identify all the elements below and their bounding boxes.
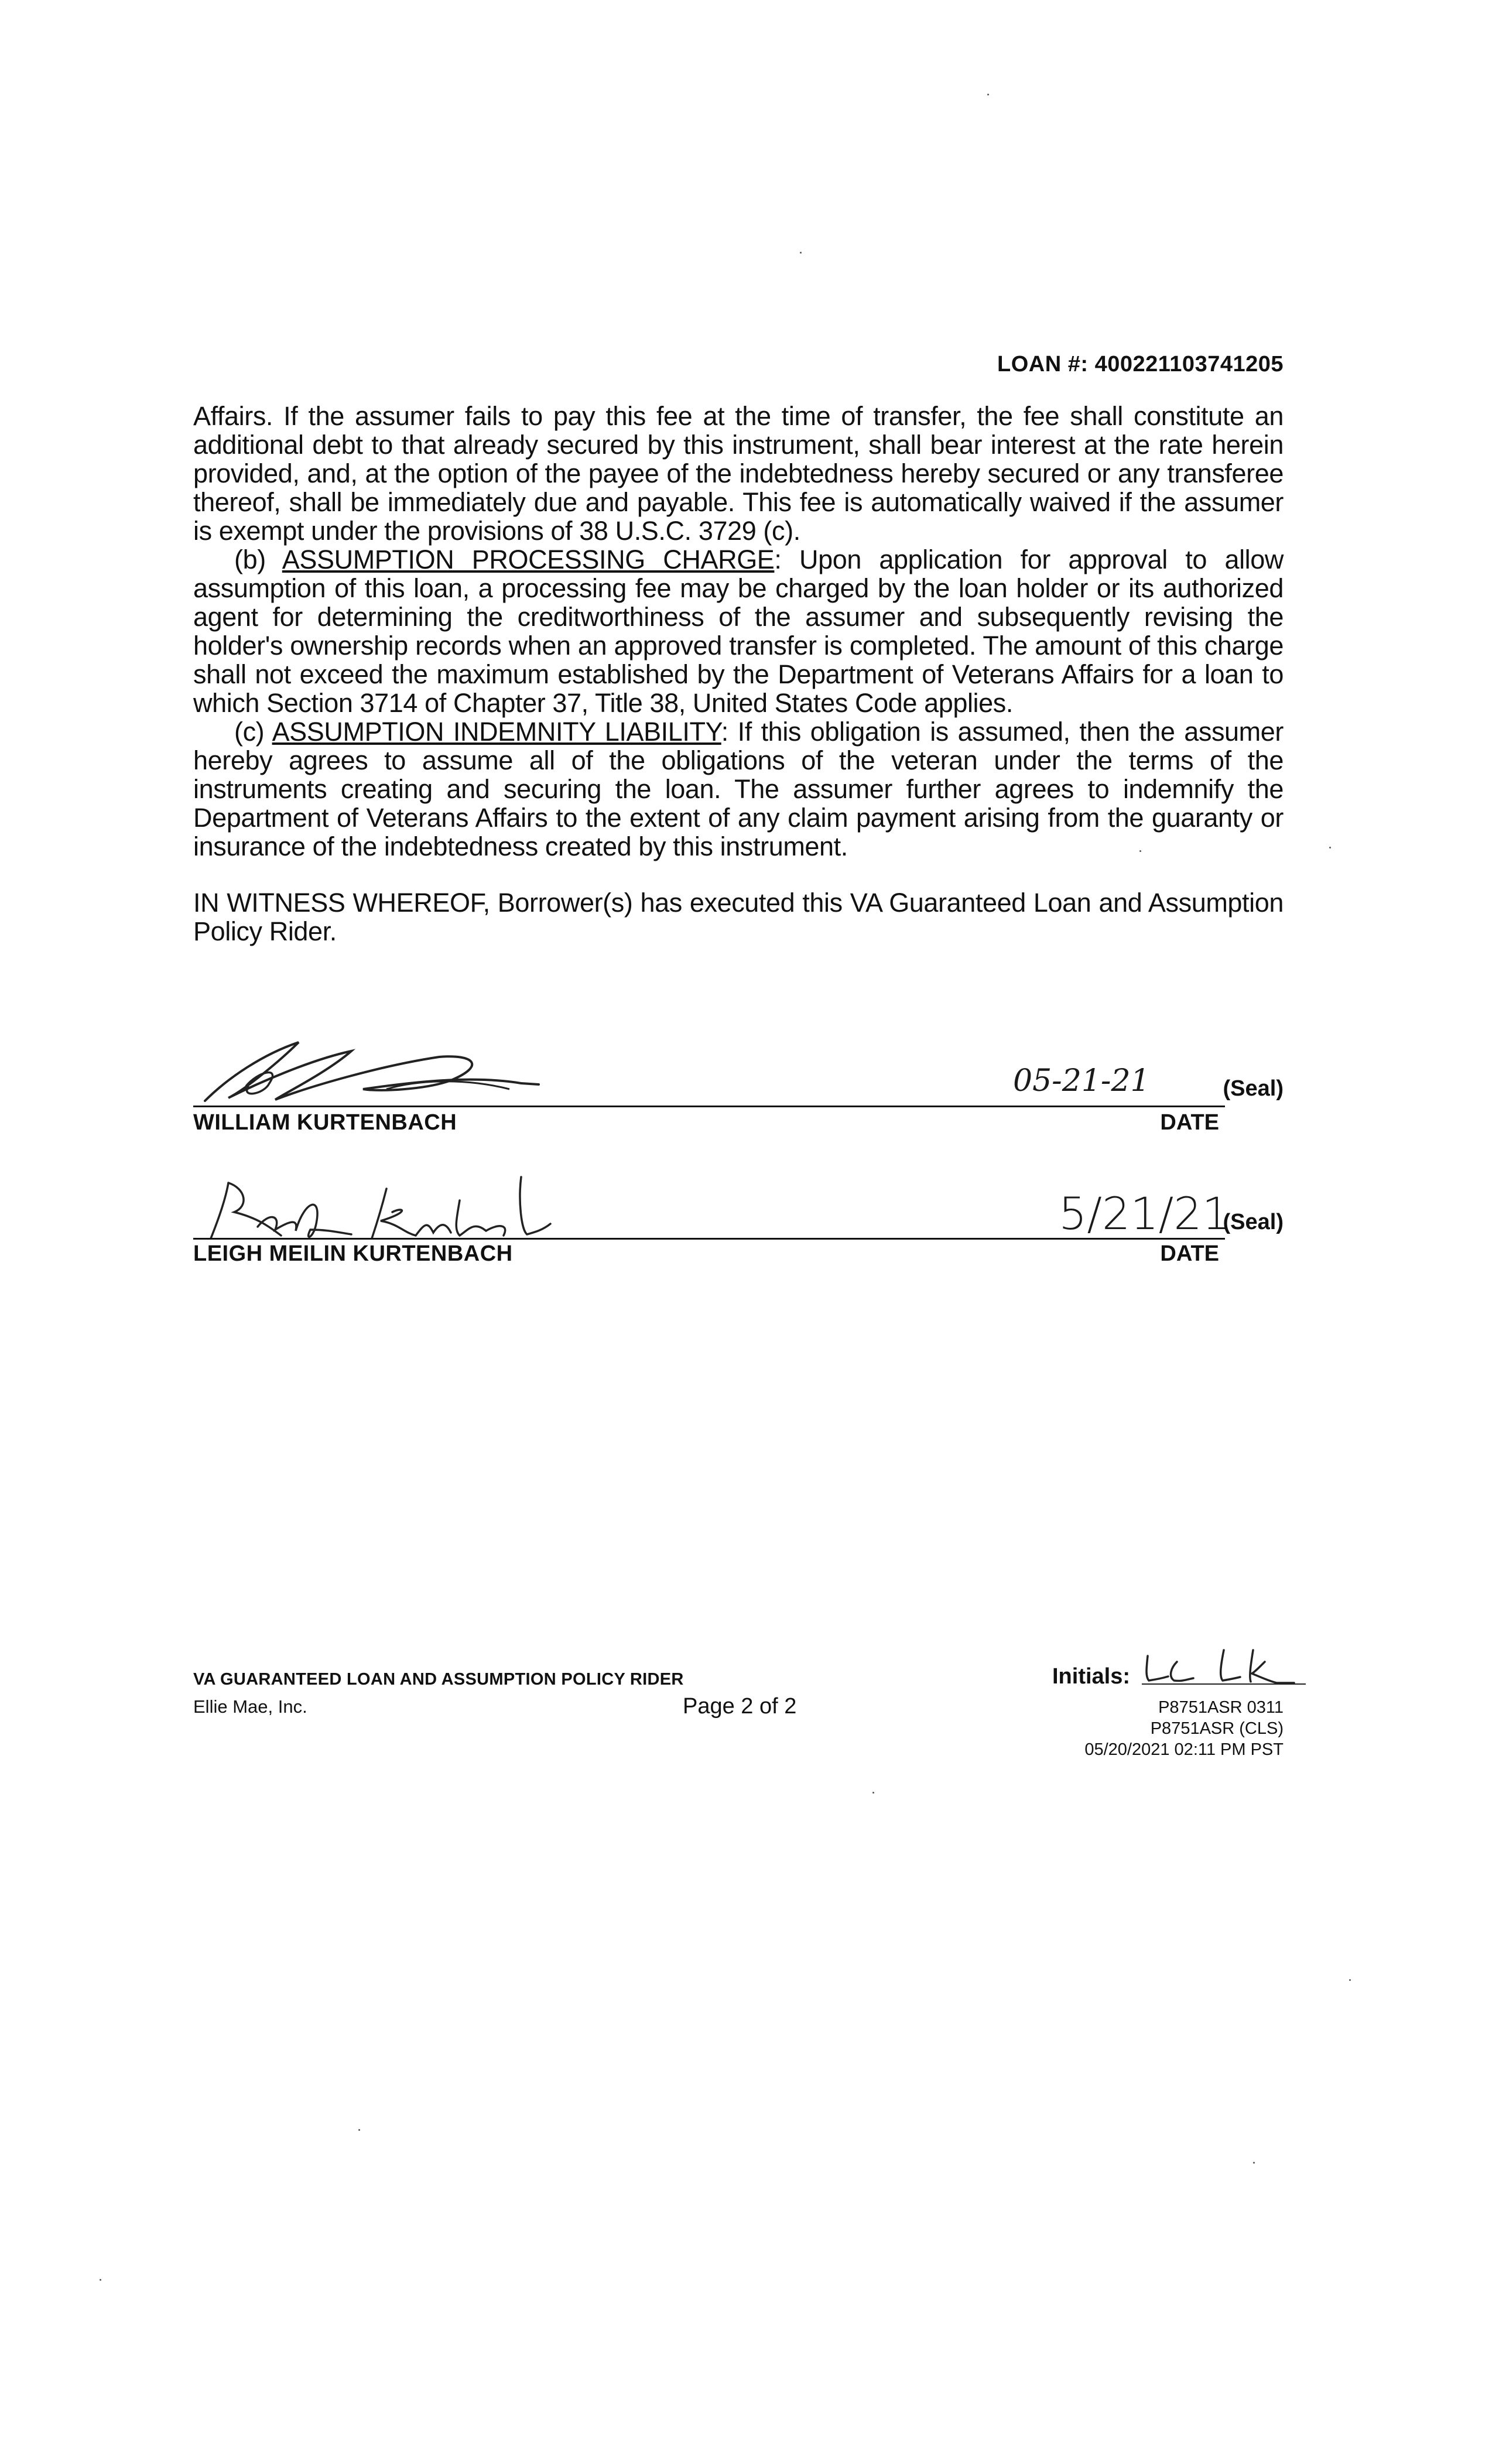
paragraph-c-text: : If this obligation is assumed, then the assumer hereby agrees to assume all of the obligations of the veteran under the terms of the instruments creating and securing the loan. The assumer further agrees to indemnify the Department of Veterans Affairs to the extent of any claim payment arising from the guaranty or insurance of the indebtedness created by this instrument. xyxy=(193,717,1284,861)
form-code-2: P8751ASR (CLS) xyxy=(1150,1719,1284,1738)
signature-2-name: LEIGH MEILIN KURTENBACH xyxy=(193,1241,513,1266)
loan-number: LOAN #: 400221103741205 xyxy=(997,352,1284,377)
form-timestamp: 05/20/2021 02:11 PM PST xyxy=(1084,1740,1284,1759)
paragraph-a: Affairs. If the assumer fails to pay this fee at the time of transfer, the fee shall constitute an additional debt to that already secured by this instrument, shall bear interest at the rate herein provided, and, at the option of the payee of the indebtedness hereby secured or any transferee thereof, shall be immediately due and payable. This fee is automatically waived if the assumer is exempt under the provisions of 38 U.S.C. 3729 (c). xyxy=(193,401,1284,546)
signature-2-line xyxy=(193,1238,1225,1240)
signature-1-seal-label: (Seal) xyxy=(1223,1076,1284,1101)
scan-speck xyxy=(1329,847,1331,848)
paragraph-b-heading: ASSUMPTION PROCESSING CHARGE xyxy=(282,545,775,574)
initials-label: Initials: xyxy=(1052,1664,1131,1689)
signature-2-handwritten-date: 5/21/21 xyxy=(1059,1187,1230,1240)
scan-speck xyxy=(987,94,989,95)
company-name: Ellie Mae, Inc. xyxy=(193,1696,307,1717)
scan-speck xyxy=(1139,850,1141,852)
signature-1-handwritten-date: 05-21-21 xyxy=(1013,1063,1150,1098)
scan-speck xyxy=(358,2129,360,2131)
form-title: VA GUARANTEED LOAN AND ASSUMPTION POLICY RIDER xyxy=(193,1670,684,1689)
form-codes xyxy=(1084,1697,1284,1760)
paragraph-b xyxy=(193,545,1284,717)
signature-2-seal-label: (Seal) xyxy=(1223,1210,1284,1234)
scan-speck xyxy=(800,252,802,254)
page-number: Page 2 of 2 xyxy=(683,1694,797,1719)
paragraph-b-text: : Upon application for approval to allow assumption of this loan, a processing fee may be charged by the loan holder or its authorized agent for determining the creditworthiness of the assumer and subsequently revising the holder's ownership records when an approved transfer is completed. The amount of this charge shall not exceed the maximum established by the Department of Veterans Affairs for a loan to which Section 3714 of Chapter 37, Title 38, United States Code applies. xyxy=(193,545,1284,718)
scan-speck xyxy=(100,2279,101,2281)
scan-speck xyxy=(1253,2162,1255,2164)
paragraph-c xyxy=(193,717,1284,861)
witness-text: IN WITNESS WHEREOF, Borrower(s) has executed this VA Guaranteed Loan and Assumption Policy Rider. xyxy=(193,888,1284,946)
signature-2-date-label: DATE xyxy=(1160,1241,1219,1266)
signature-william-image xyxy=(193,1031,545,1113)
signature-1-date-label: DATE xyxy=(1160,1110,1219,1135)
scan-speck xyxy=(872,1792,874,1794)
paragraph-c-heading: ASSUMPTION INDEMNITY LIABILITY xyxy=(272,717,721,747)
scan-speck xyxy=(1349,1979,1351,1981)
signature-leigh-image xyxy=(193,1165,556,1247)
signature-block-1 xyxy=(193,1031,1284,1135)
paragraph-b-prefix: (b) xyxy=(234,545,282,574)
form-code-1: P8751ASR 0311 xyxy=(1158,1698,1284,1717)
signature-1-name: WILLIAM KURTENBACH xyxy=(193,1110,457,1135)
paragraph-c-prefix: (c) xyxy=(234,717,272,747)
rider-body xyxy=(193,402,1284,861)
signature-block-2 xyxy=(193,1165,1284,1266)
witness-statement xyxy=(193,888,1284,946)
signature-1-line xyxy=(193,1106,1225,1107)
initials-handwriting-image xyxy=(1142,1644,1306,1691)
